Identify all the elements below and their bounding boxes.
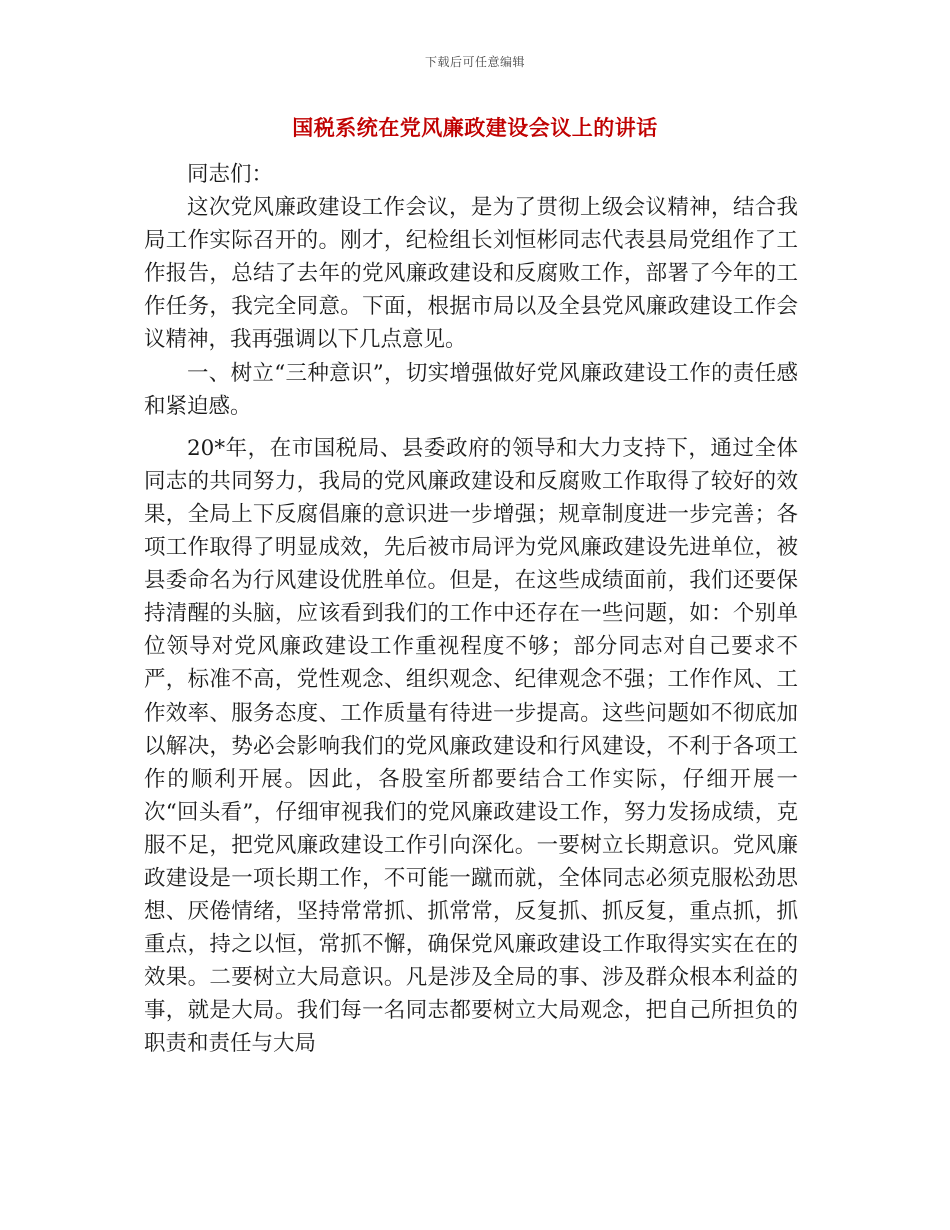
- header-note: 下载后可任意编辑: [424, 55, 525, 69]
- paragraph-body: 20*年，在市国税局、县委政府的领导和大力支持下，通过全体同志的共同努力，我局的党风廉政建设和反腐败工作取得了较好的效果，全局上下反腐倡廉的意识进一步增强；规章制度进一步完善；各项工作取得了明显成效，先后被市局评为党风廉政建设先进单位，被县委命名为行风建设优胜单位。但是，在这些成绩面前，我们还要保持清醒的头脑，应该看到我们的工作中还存在一些问题，如：个别单位领导对党风廉政建设工作重视程度不够；部分同志对自己要求不严，标准不高，党性观念、组织观念、纪律观念不强；工作作风、工作效率、服务态度、工作质量有待进一步提高。这些问题如不彻底加以解决，势必会影响我们的党风廉政建设和行风建设，不利于各项工作的顺利开展。因此，各股室所都要结合工作实际，仔细开展一次“回头看”，仔细审视我们的党风廉政建设工作，努力发扬成绩，克服不足，把党风廉政建设工作引向深化。一要树立长期意识。党风廉政建设是一项长期工作，不可能一蹴而就，全体同志必须克服松劲思想、厌倦情绪，坚持常常抓、抓常常，反复抓、抓反复，重点抓，抓重点，持之以恒，常抓不懈，确保党风廉政建设工作取得实实在在的效果。二要树立大局意识。凡是涉及全局的事、涉及群众根本利益的事，就是大局。我们每一名同志都要树立大局观念，把自己所担负的职责和责任与大局: [144, 435, 798, 1057]
- paragraph-intro: 这次党风廉政建设工作会议，是为了贯彻上级会议精神，结合我局工作实际召开的。刚才，纪检组长刘恒彬同志代表县局党组作了工作报告，总结了去年的党风廉政建设和反腐败工作，部署了今年的工作任务，我完全同意。下面，根据市局以及全县党风廉政建设工作会议精神，我再强调以下几点意见。: [144, 195, 798, 353]
- salutation: 同志们：: [187, 162, 274, 187]
- document-title: 国税系统在党风廉政建设会议上的讲话: [292, 115, 658, 140]
- paragraph-section-heading: 一、树立“三种意识”，切实增强做好党风廉政建设工作的责任感和紧迫感。: [144, 360, 798, 419]
- document-body: [144, 158, 798, 1061]
